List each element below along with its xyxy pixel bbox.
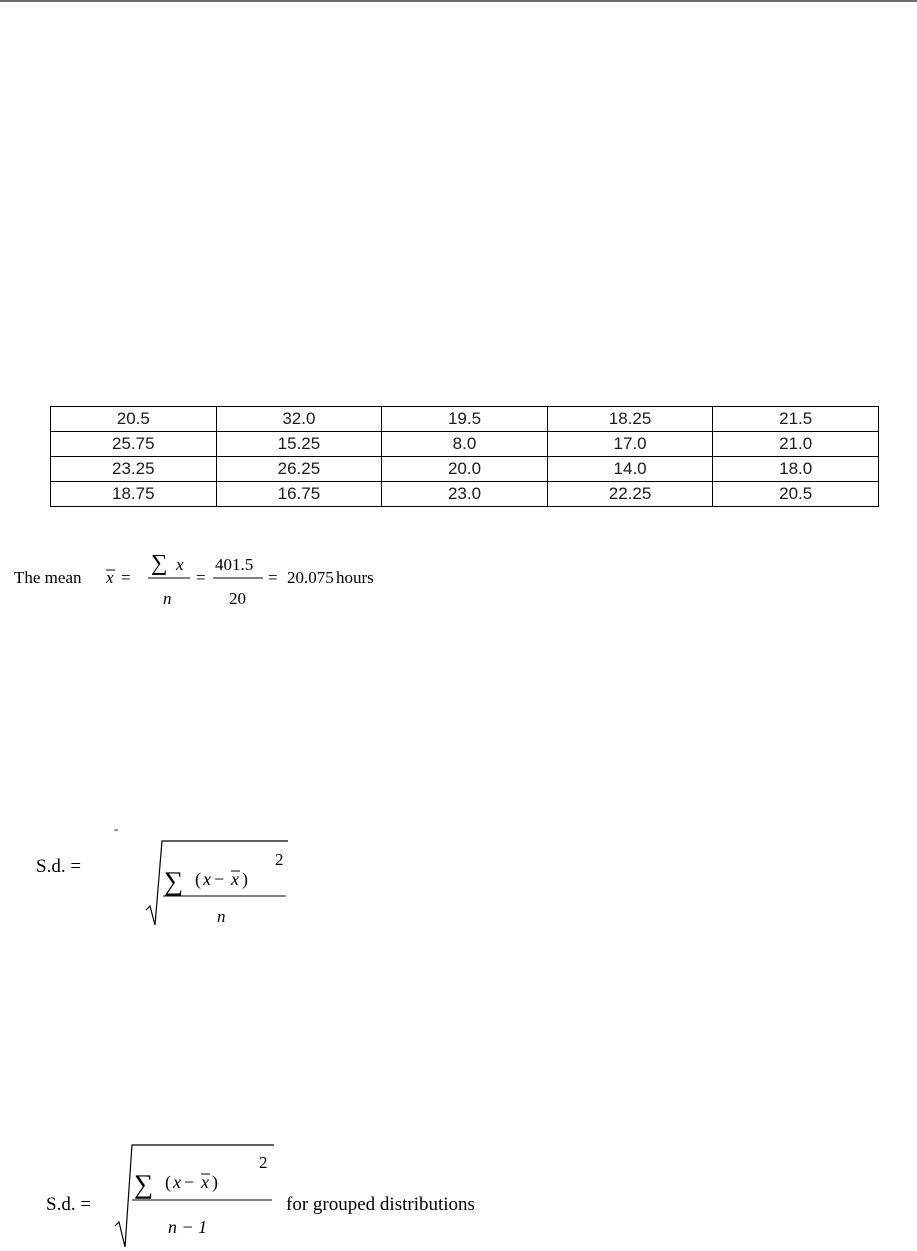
table-row [51,432,879,457]
equals-sign-3: = [268,568,278,587]
table-cell: 20.5 [713,482,879,507]
top-border-line [0,0,917,2]
table-cell: 23.25 [51,457,217,482]
stray-mark: - [114,821,119,836]
minus-sign: − [184,1172,195,1192]
exponent-two: 2 [259,1153,268,1172]
data-table-body [51,407,879,507]
mean-unit: hours [336,568,374,587]
table-row [51,457,879,482]
table-cell: 19.5 [382,407,548,432]
table-cell: 18.25 [547,407,713,432]
table-cell: 15.25 [216,432,382,457]
table-cell: 8.0 [382,432,548,457]
table-cell: 32.0 [216,407,382,432]
denominator-n-minus-1: n − 1 [168,1217,208,1237]
data-table [50,406,879,507]
equals-sign-2: = [196,568,206,587]
paren-open: ( [195,869,201,889]
minus-sign: − [214,869,225,889]
denominator-n: n [217,907,226,926]
sd-label: S.d. = [46,1194,92,1215]
table-cell: 22.25 [547,482,713,507]
sigma-symbol: ∑ [164,866,184,896]
table-cell: 21.0 [713,432,879,457]
table-cell: 18.75 [51,482,217,507]
table-row [51,407,879,432]
count-value: 20 [229,589,246,608]
table-cell: 21.5 [713,407,879,432]
mean-equation [0,530,917,620]
x-bar-symbol: x [231,869,239,889]
table-cell: 23.0 [382,482,548,507]
grouped-note: for grouped distributions [286,1194,475,1215]
paren-close: ) [212,1172,218,1192]
sd-population-equation [0,820,917,935]
x-bar-symbol: x [106,568,114,587]
table-cell: 20.5 [51,407,217,432]
sd-grouped-equation [0,1130,917,1251]
x-variable: x [173,1172,181,1192]
table-row [51,482,879,507]
table-cell: 20.0 [382,457,548,482]
mean-result: 20.075 [287,568,334,587]
sigma-symbol: ∑ [151,550,168,575]
paren-open: ( [165,1172,171,1192]
denominator-n: n [163,589,172,608]
sum-value: 401.5 [215,555,254,574]
table-cell: 14.0 [547,457,713,482]
sigma-symbol: ∑ [134,1169,154,1199]
table-cell: 16.75 [216,482,382,507]
mean-label: The mean [14,568,82,587]
table-cell: 26.25 [216,457,382,482]
equals-sign-1: = [121,568,131,587]
x-bar-symbol: x [201,1172,209,1192]
table-cell: 17.0 [547,432,713,457]
paren-close: ) [242,869,248,889]
table-cell: 25.75 [51,432,217,457]
exponent-two: 2 [275,850,284,869]
sd-label: S.d. = [36,856,82,877]
x-variable: x [203,869,211,889]
numerator-x: x [176,555,184,574]
table-cell: 18.0 [713,457,879,482]
